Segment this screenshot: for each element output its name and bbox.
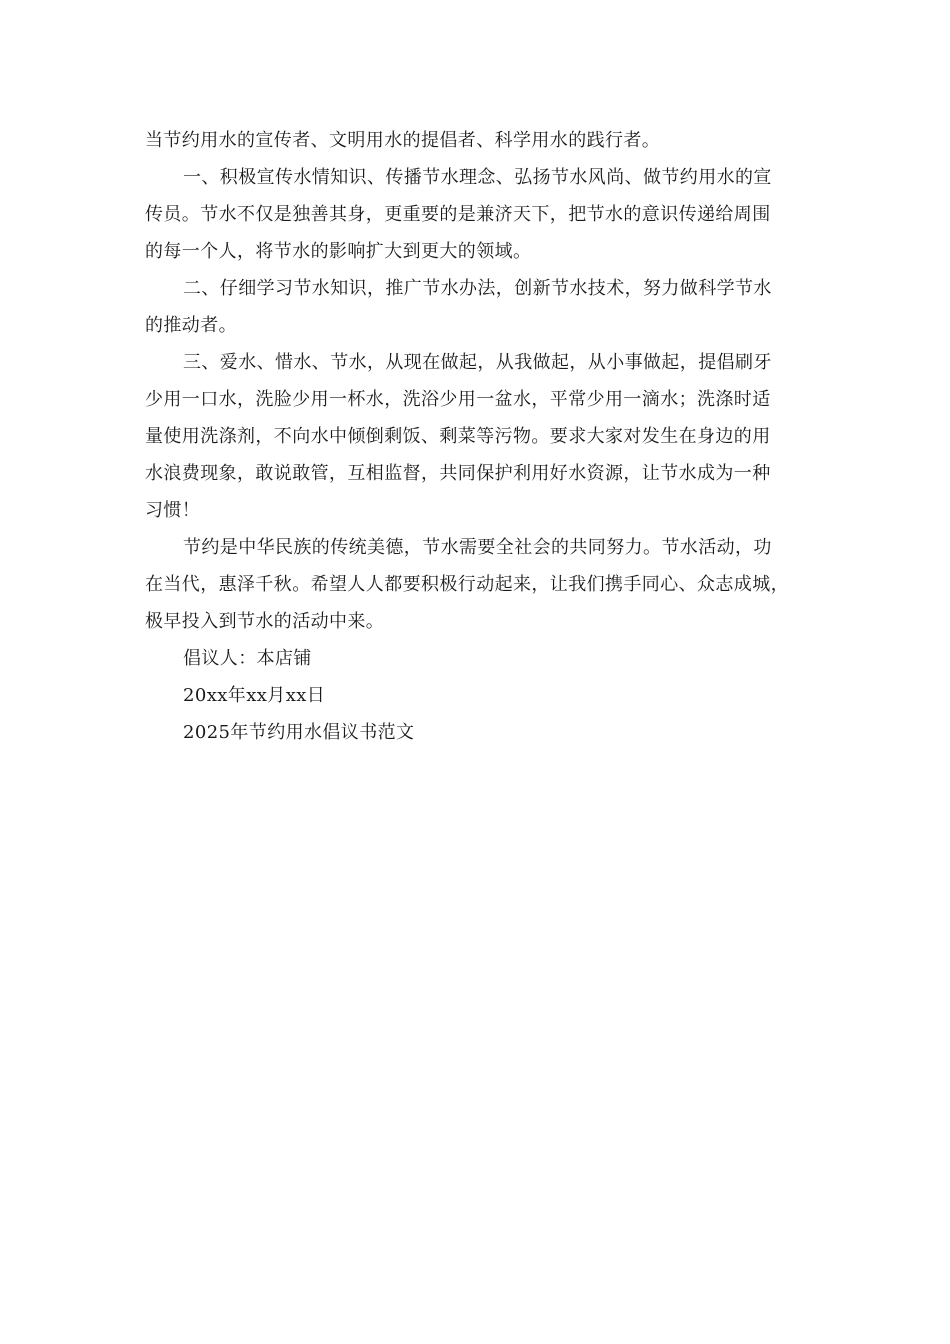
document-body bbox=[145, 122, 835, 751]
text-line: 传员。节水不仅是独善其身，更重要的是兼济天下，把节水的意识传递给周围 bbox=[145, 204, 771, 225]
text-line: 习惯！ bbox=[145, 500, 201, 521]
paragraph-three-start: 三、爱水、惜水、节水，从现在做起，从我做起，从小事做起，提倡刷牙 bbox=[183, 352, 772, 373]
text-line: 量使用洗涤剂，不向水中倾倒剩饭、剩菜等污物。要求大家对发生在身边的用 bbox=[145, 426, 771, 447]
paragraph-one-start: 一、积极宣传水情知识、传播节水理念、弘扬节水风尚、做节约用水的宣 bbox=[183, 167, 772, 188]
closing-paragraph-start: 节约是中华民族的传统美德，节水需要全社会的共同努力。节水活动，功 bbox=[183, 537, 772, 558]
signature: 倡议人：本店铺 bbox=[183, 648, 312, 669]
date: 20xx年xx月xx日 bbox=[183, 685, 326, 706]
text-line: 当节约用水的宣传者、文明用水的提倡者、科学用水的践行者。 bbox=[145, 130, 661, 151]
text-line: 极早投入到节水的活动中来。 bbox=[145, 611, 385, 632]
text-line: 在当代，惠泽千秋。希望人人都要积极行动起来，让我们携手同心、众志成城， bbox=[145, 574, 789, 595]
text-line: 少用一口水，洗脸少用一杯水，洗浴少用一盆水，平常少用一滴水；洗涤时适 bbox=[145, 389, 771, 410]
paragraph-two-start: 二、仔细学习节水知识，推广节水办法，创新节水技术，努力做科学节水 bbox=[183, 278, 772, 299]
text-line: 的推动者。 bbox=[145, 315, 237, 336]
next-document-title: 2025年节约用水倡议书范文 bbox=[183, 722, 415, 743]
text-line: 水浪费现象，敢说敢管，互相监督，共同保护利用好水资源，让节水成为一种 bbox=[145, 463, 771, 484]
text-line: 的每一个人，将节水的影响扩大到更大的领域。 bbox=[145, 241, 532, 262]
